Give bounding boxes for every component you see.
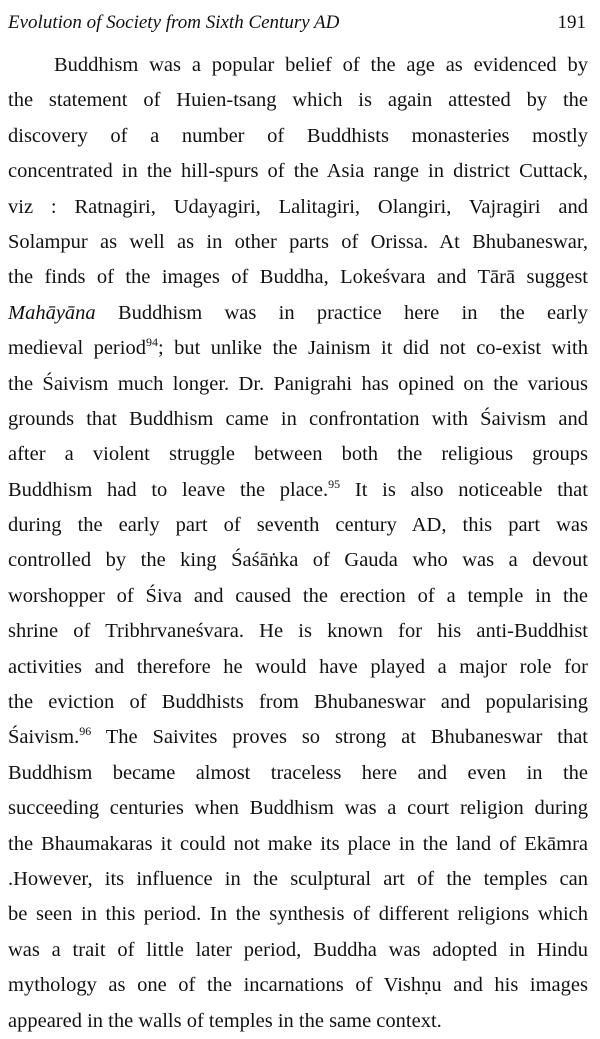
page-number: 191: [557, 12, 586, 33]
line-text: ; but unlike the Jainism it did not co-exist with: [157, 337, 588, 360]
text-line: be seen in this period. In the synthesis of different religions which: [8, 903, 588, 926]
text-line: after a violent struggle between both the religious groups: [8, 443, 588, 466]
text-line: [8, 296, 588, 331]
text-line: worshopper of Śiva and caused the erection of a temple in the: [8, 584, 588, 607]
text-line: [8, 473, 588, 508]
text-line: was a trait of little later period, Buddha was adopted in Hindu: [8, 938, 588, 961]
line-text: It is also noticeable that: [340, 478, 588, 501]
text-line: [8, 331, 588, 366]
text-line: mythology as one of the incarnations of Vishṇu and his images: [8, 974, 588, 997]
text-line: .However, its influence in the sculptural art of the temples can: [8, 867, 588, 890]
text-line: during the early part of seventh century AD, this part was: [8, 514, 588, 537]
text-line: the Bhaumakaras it could not make its place in the land of Ekāmra: [8, 832, 588, 855]
line-text: Buddhism had to leave the place.: [8, 478, 329, 501]
text-line: the eviction of Buddhists from Bhubaneswar and popularising: [8, 691, 588, 714]
italic-term: Mahāyāna: [8, 301, 96, 324]
running-header: [8, 12, 586, 38]
text-line: the statement of Huien-tsang which is again attested by the: [8, 89, 588, 112]
text-line: Solampur as well as in other parts of Orissa. At Bhubaneswar,: [8, 230, 588, 253]
footnote-ref-95: 95: [328, 476, 341, 491]
line-text: The Saivites proves so strong at Bhubaneswar that: [91, 726, 588, 749]
text-line: [8, 720, 588, 755]
line-text: medieval period: [8, 337, 146, 360]
text-line: Buddhism was a popular belief of the age as evidenced by: [54, 54, 588, 76]
text-line: appeared in the walls of temples in the same context.: [8, 1009, 442, 1032]
text-line: activities and therefore he would have played a major role for: [8, 655, 588, 678]
text-line: the finds of the images of Buddha, Lokeśvara and Tārā suggest: [8, 266, 588, 289]
body-paragraph: [8, 48, 588, 1039]
line-text: Śaivism.: [8, 726, 80, 749]
text-line: controlled by the king Śaśāṅka of Gauda who was a devout: [8, 549, 588, 572]
text-line: discovery of a number of Buddhists monasteries mostly: [8, 124, 588, 147]
footnote-ref-94: 94: [145, 335, 158, 350]
footnote-ref-96: 96: [79, 724, 92, 739]
header-title: Evolution of Society from Sixth Century AD: [8, 12, 340, 33]
text-line: shrine of Tribhrvaneśvara. He is known for his anti-Buddhist: [8, 620, 588, 643]
text-line: the Śaivism much longer. Dr. Panigrahi has opined on the various: [8, 372, 588, 395]
line-text: Buddhism was in practice here in the early: [95, 301, 588, 324]
text-line: grounds that Buddhism came in confrontation with Śaivism and: [8, 407, 588, 430]
text-line: viz : Ratnagiri, Udayagiri, Lalitagiri, Olangiri, Vajragiri and: [8, 195, 588, 218]
text-line: concentrated in the hill-spurs of the Asia range in district Cuttack,: [8, 160, 588, 183]
text-line: Buddhism became almost traceless here and even in the: [8, 761, 588, 784]
text-line: succeeding centuries when Buddhism was a court religion during: [8, 797, 588, 820]
